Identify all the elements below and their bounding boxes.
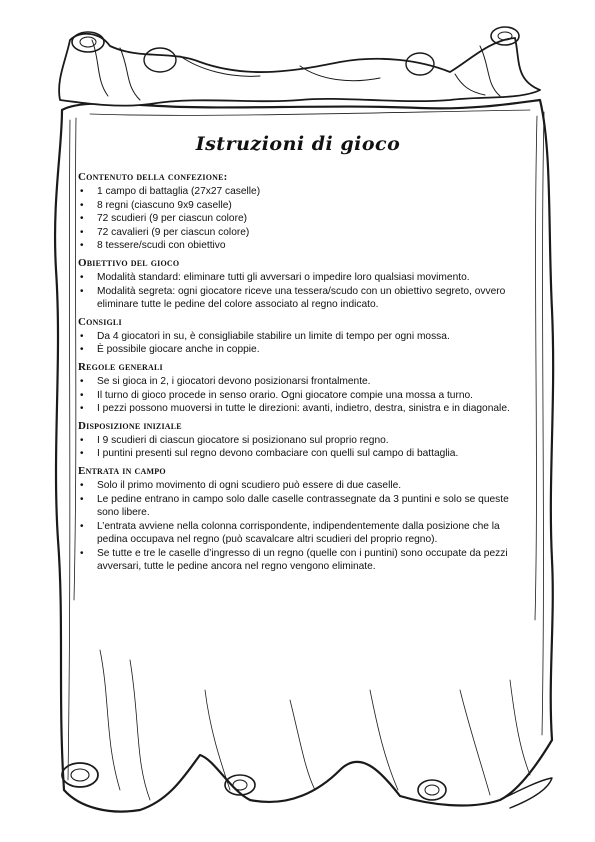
list-item: • Da 4 giocatori in su, è consigliabile stabilire un limite di tempo per ogni mossa. (78, 330, 518, 344)
instructions-content (78, 133, 518, 578)
list-item: • Modalità standard: eliminare tutti gli avversari o impedire loro qualsiasi movimento. (78, 271, 518, 285)
section (78, 171, 518, 253)
list-item: • Se si gioca in 2, i giocatori devono posizionarsi frontalmente. (78, 375, 518, 389)
list-item: • Le pedine entrano in campo solo dalle caselle contrassegnate da 3 puntini e solo se queste sono libere. (78, 493, 518, 520)
list-item: • È possibile giocare anche in coppie. (78, 343, 518, 357)
sections-container (78, 171, 518, 574)
bullet-list (78, 271, 518, 312)
list-item: • Solo il primo movimento di ogni scudiero può essere di due caselle. (78, 479, 518, 493)
section (78, 316, 518, 357)
section (78, 420, 518, 461)
section-heading: Entrata in campo (78, 464, 166, 477)
list-item: • 72 cavalieri (9 per ciascun colore) (78, 226, 518, 240)
list-item: • Il turno di gioco procede in senso orario. Ogni giocatore compie una mossa a turno. (78, 389, 518, 403)
list-item: • L’entrata avviene nella colonna corrispondente, indipendentemente dalla posizione che la pedina occupava nel regno (può scavalcare altri scudieri del proprio regno). (78, 520, 518, 547)
list-item: • Se tutte e tre le caselle d’ingresso di un regno (quelle con i puntini) sono occupate da pezzi avversari, tutte le pedine ancora nel regno vengono eliminate. (78, 547, 518, 574)
list-item: • 8 regni (ciascuno 9x9 caselle) (78, 199, 518, 213)
list-item: • I pezzi possono muoversi in tutte le direzioni: avanti, indietro, destra, sinistra e in diagonale. (78, 402, 518, 416)
section-heading: Regole generali (78, 360, 163, 373)
section-heading: Contenuto della confezione: (78, 171, 228, 183)
section (78, 465, 518, 574)
section-heading: Disposizione iniziale (78, 419, 182, 432)
list-item: • Modalità segreta: ogni giocatore riceve una tessera/scudo con un obiettivo segreto, ovvero eliminare tutte le pedine del colore associato al regno indicato. (78, 285, 518, 312)
bullet-list (78, 434, 518, 461)
bullet-list (78, 479, 518, 574)
list-item: • 1 campo di battaglia (27x27 caselle) (78, 185, 518, 199)
list-item: • 72 scudieri (9 per ciascun colore) (78, 212, 518, 226)
section-heading: Consigli (78, 315, 122, 328)
list-item: • 8 tessere/scudi con obiettivo (78, 239, 518, 253)
section (78, 361, 518, 416)
bullet-list (78, 185, 518, 253)
list-item: • I 9 scudieri di ciascun giocatore si posizionano sul proprio regno. (78, 434, 518, 448)
page-title: Istruzioni di gioco (195, 133, 401, 155)
bullet-list (78, 375, 518, 416)
list-item: • I puntini presenti sul regno devono combaciare con quelli sul campo di battaglia. (78, 447, 518, 461)
bullet-list (78, 330, 518, 357)
top-banner (59, 34, 540, 106)
section (78, 257, 518, 312)
section-heading: Obiettivo del gioco (78, 256, 180, 269)
